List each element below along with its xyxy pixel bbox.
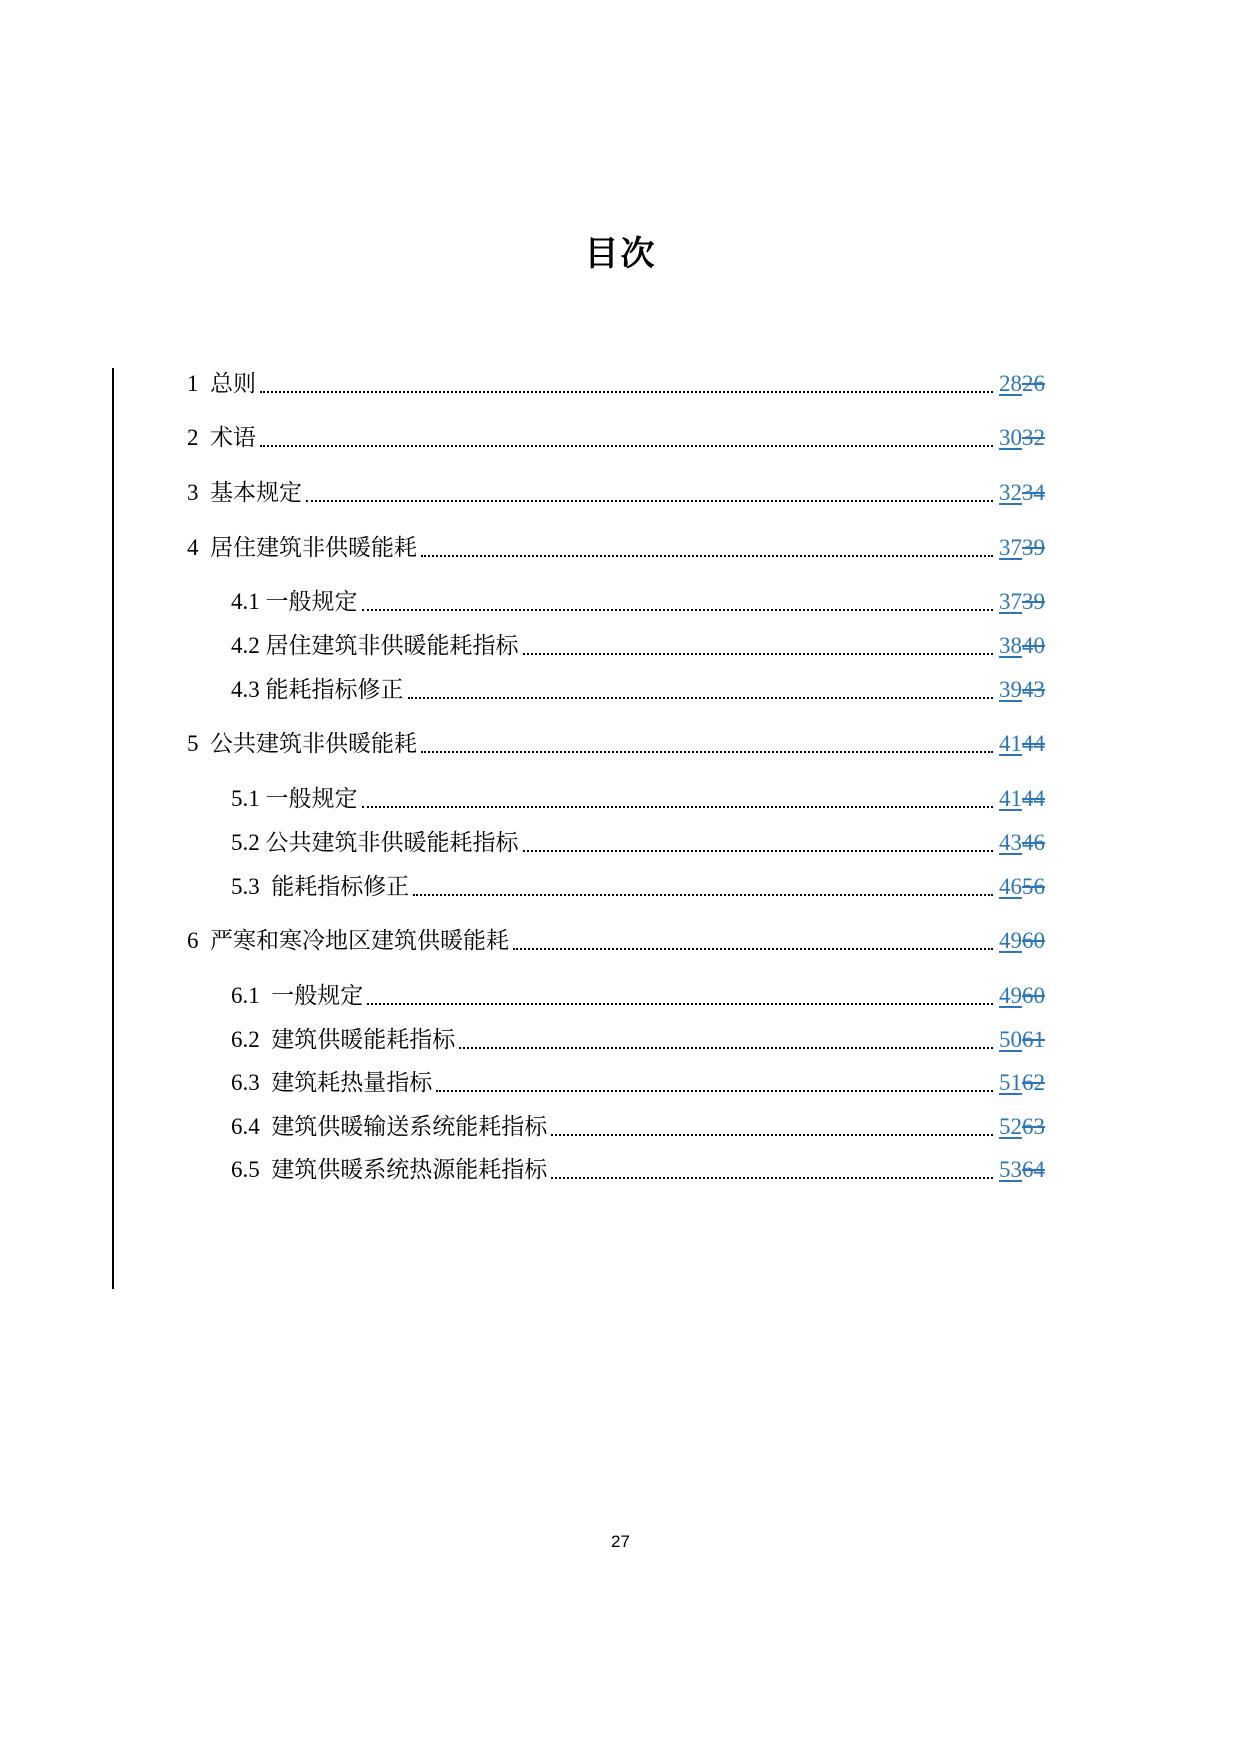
toc-page-old-deleted: 44 xyxy=(1022,731,1045,756)
toc-page-reference[interactable] xyxy=(999,531,1046,565)
toc-page-old-deleted: 61 xyxy=(1022,1027,1045,1052)
toc-page-new[interactable]: 49 xyxy=(999,983,1022,1008)
toc-dot-leader xyxy=(260,444,993,447)
toc-entry-label: 4.3 能耗指标修正 xyxy=(231,677,404,702)
toc-page-reference[interactable] xyxy=(999,585,1046,619)
toc-entry-label: 6.3 建筑耗热量指标 xyxy=(231,1070,433,1095)
toc-page-reference[interactable] xyxy=(999,1110,1046,1144)
toc-page-reference[interactable] xyxy=(999,673,1046,707)
toc-entry[interactable] xyxy=(231,673,1046,707)
toc-entry-label: 5 公共建筑非供暖能耗 xyxy=(187,731,417,756)
toc-page-reference[interactable] xyxy=(999,1066,1046,1100)
toc-page-new[interactable]: 52 xyxy=(999,1114,1022,1139)
toc-page-reference[interactable] xyxy=(999,979,1046,1013)
toc-page-reference[interactable] xyxy=(999,367,1046,401)
toc-page-new[interactable]: 50 xyxy=(999,1027,1022,1052)
toc-dot-leader xyxy=(436,1089,993,1092)
toc-dot-leader xyxy=(306,499,993,502)
toc-entry[interactable] xyxy=(231,1023,1046,1057)
toc-page-old-deleted: 39 xyxy=(1022,589,1045,614)
toc-dot-leader xyxy=(413,893,993,896)
toc-page-reference[interactable] xyxy=(999,924,1046,958)
toc-dot-leader xyxy=(551,1176,993,1179)
toc-page-old-deleted: 64 xyxy=(1022,1157,1045,1182)
toc-entry[interactable] xyxy=(231,979,1046,1013)
page-title: 目次 xyxy=(584,234,657,274)
toc-page-new[interactable]: 37 xyxy=(999,589,1022,614)
toc-page-reference[interactable] xyxy=(999,629,1046,663)
toc-page-new[interactable]: 41 xyxy=(999,786,1022,811)
toc-dot-leader xyxy=(551,1133,993,1136)
toc-entry-label: 6.5 建筑供暖系统热源能耗指标 xyxy=(231,1157,548,1182)
toc-page-old-deleted: 62 xyxy=(1022,1070,1045,1095)
toc-entry-label: 5.1 一般规定 xyxy=(231,786,358,811)
toc-page-new[interactable]: 28 xyxy=(999,371,1022,396)
toc-dot-leader xyxy=(421,750,993,753)
toc-dot-leader xyxy=(513,947,993,950)
toc-entry[interactable] xyxy=(187,476,1046,510)
toc-page-old-deleted: 39 xyxy=(1022,535,1045,560)
toc-entry[interactable] xyxy=(231,1110,1046,1144)
toc-page-reference[interactable] xyxy=(999,826,1046,860)
toc-page-old-deleted: 44 xyxy=(1022,786,1045,811)
toc-entry[interactable] xyxy=(187,421,1046,455)
toc-entry[interactable] xyxy=(231,1153,1046,1187)
toc-entry-label: 4.2 居住建筑非供暖能耗指标 xyxy=(231,633,519,658)
toc-entry-label: 4 居住建筑非供暖能耗 xyxy=(187,535,417,560)
toc-page-new[interactable]: 39 xyxy=(999,677,1022,702)
toc-page-old-deleted: 34 xyxy=(1022,480,1045,505)
toc-page-reference[interactable] xyxy=(999,421,1046,455)
toc-page-old-deleted: 46 xyxy=(1022,830,1045,855)
toc-page-new[interactable]: 53 xyxy=(999,1157,1022,1182)
toc-page-reference[interactable] xyxy=(999,1023,1046,1057)
toc-entry[interactable] xyxy=(187,531,1046,565)
toc-page-reference[interactable] xyxy=(999,1153,1046,1187)
toc-dot-leader xyxy=(408,696,994,699)
toc-dot-leader xyxy=(260,390,993,393)
toc-page-new[interactable]: 37 xyxy=(999,535,1022,560)
toc-entry-label: 6.2 建筑供暖能耗指标 xyxy=(231,1027,456,1052)
toc-dot-leader xyxy=(459,1046,993,1049)
toc-entry[interactable] xyxy=(187,924,1046,958)
toc-page-old-deleted: 63 xyxy=(1022,1114,1045,1139)
toc-entry-label: 6.4 建筑供暖输送系统能耗指标 xyxy=(231,1114,548,1139)
toc-page-old-deleted: 26 xyxy=(1022,371,1045,396)
toc-page-old-deleted: 32 xyxy=(1022,425,1045,450)
toc-entry-label: 4.1 一般规定 xyxy=(231,589,358,614)
toc-entry[interactable] xyxy=(231,826,1046,860)
toc-entry-label: 6.1 一般规定 xyxy=(231,983,364,1008)
toc-entry[interactable] xyxy=(231,629,1046,663)
toc-page-old-deleted: 60 xyxy=(1022,983,1045,1008)
toc-entry-label: 2 术语 xyxy=(187,425,256,450)
toc-dot-leader xyxy=(523,849,994,852)
page-number: 27 xyxy=(611,1532,630,1551)
toc-page-old-deleted: 40 xyxy=(1022,633,1045,658)
toc-page-new[interactable]: 41 xyxy=(999,731,1022,756)
toc-dot-leader xyxy=(367,1002,993,1005)
toc-entry-label: 3 基本规定 xyxy=(187,480,302,505)
toc-page-new[interactable]: 49 xyxy=(999,928,1022,953)
toc-entry-label: 5.2 公共建筑非供暖能耗指标 xyxy=(231,830,519,855)
toc-page-new[interactable]: 38 xyxy=(999,633,1022,658)
toc-entry[interactable] xyxy=(231,1066,1046,1100)
toc-dot-leader xyxy=(421,554,993,557)
toc-page-reference[interactable] xyxy=(999,727,1046,761)
toc-page-new[interactable]: 30 xyxy=(999,425,1022,450)
toc-dot-leader xyxy=(523,652,994,655)
toc-entry-label: 1 总则 xyxy=(187,371,256,396)
toc-entry[interactable] xyxy=(187,367,1046,401)
toc-page-new[interactable]: 43 xyxy=(999,830,1022,855)
toc-entry-label: 6 严寒和寒冷地区建筑供暖能耗 xyxy=(187,928,509,953)
toc-dot-leader xyxy=(362,805,994,808)
toc-page-new[interactable]: 32 xyxy=(999,480,1022,505)
toc-page-new[interactable]: 46 xyxy=(999,874,1022,899)
toc-dot-leader xyxy=(362,608,994,611)
toc-page-reference[interactable] xyxy=(999,870,1046,904)
toc-page-old-deleted: 43 xyxy=(1022,677,1045,702)
toc-entry-label: 5.3 能耗指标修正 xyxy=(231,874,410,899)
toc-page-new[interactable]: 51 xyxy=(999,1070,1022,1095)
toc-page-old-deleted: 56 xyxy=(1022,874,1045,899)
toc-entry[interactable] xyxy=(187,727,1046,761)
toc-entry[interactable] xyxy=(231,782,1046,816)
toc-entry[interactable] xyxy=(231,585,1046,619)
toc-entry[interactable] xyxy=(231,870,1046,904)
toc-page-reference[interactable] xyxy=(999,476,1046,510)
toc-page-reference[interactable] xyxy=(999,782,1046,816)
toc-page-old-deleted: 60 xyxy=(1022,928,1045,953)
